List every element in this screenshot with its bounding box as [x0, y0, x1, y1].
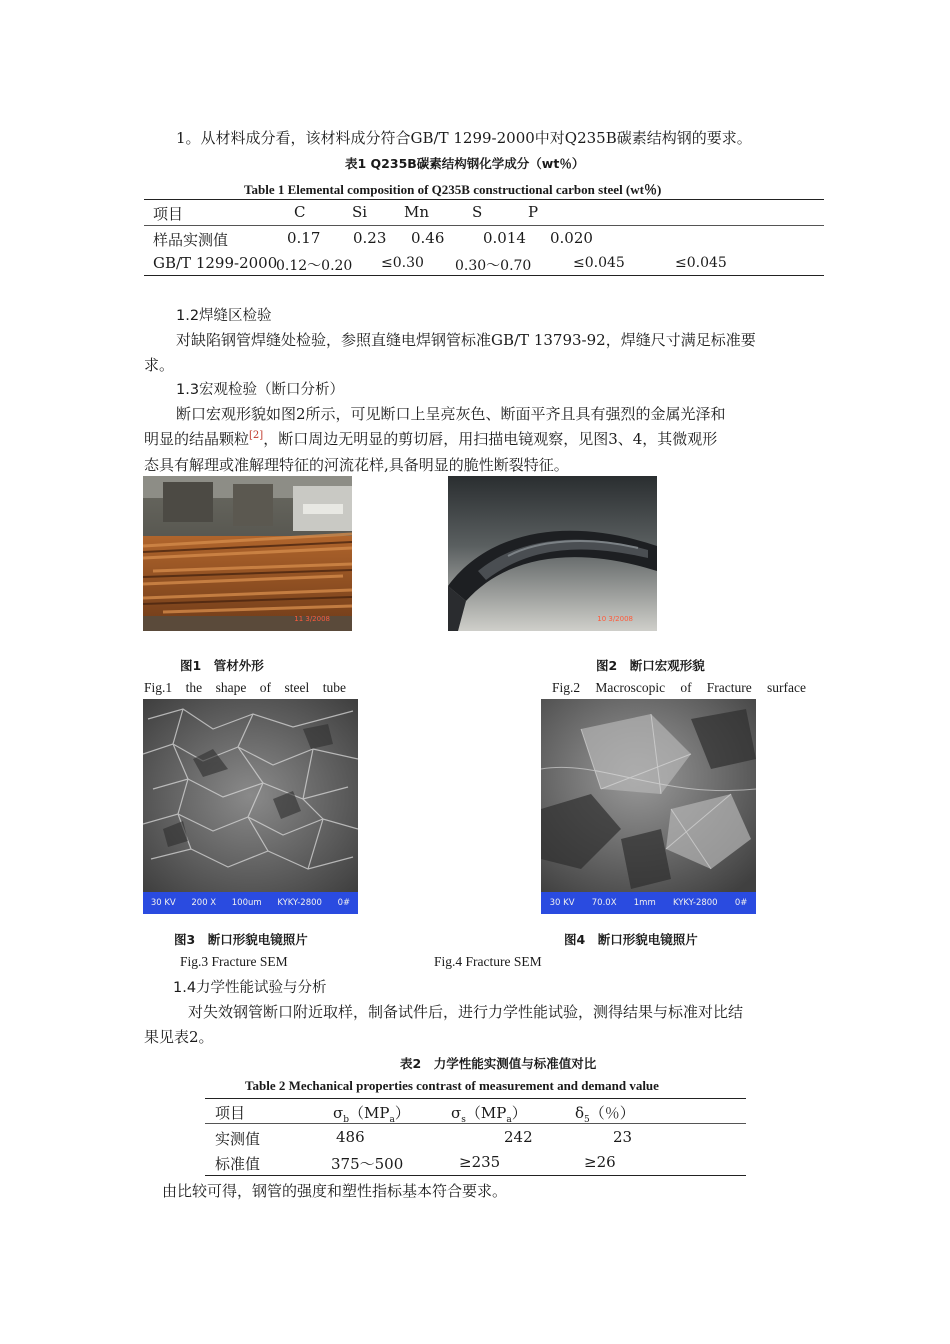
table1-row2-si: ≤0.30	[381, 255, 424, 271]
table1-header-si: Si	[352, 203, 368, 221]
table2-header-item: 项目	[215, 1104, 246, 1122]
table1-row1-si: 0.23	[353, 229, 387, 247]
section-1-3-heading: 1.3宏观检验（断口分析）	[176, 382, 345, 398]
unit: （％）	[589, 1104, 635, 1122]
figure1-caption-en	[144, 680, 346, 696]
sigma-symbol: σ	[333, 1104, 344, 1122]
subscript: b	[343, 1115, 350, 1125]
sem-instrument: KYKY-2800	[672, 898, 718, 908]
table1-top-rule	[144, 199, 824, 200]
table1-header-item: 项目	[153, 205, 184, 223]
section-1-3-line2-end: ，断口周边无明显的剪切唇，用扫描电镜观察，见图3、4，其微观形	[263, 430, 718, 448]
section-1-2-line2: 求。	[144, 356, 175, 374]
unit: ）	[511, 1104, 527, 1122]
subscript: a	[506, 1115, 512, 1125]
fig2-en-word: of	[680, 680, 692, 695]
table1-row2-c: 0.12～0.20	[276, 258, 353, 274]
figure4-caption-en: Fig.4 Fracture SEM	[434, 954, 542, 969]
table1-header-p: P	[528, 203, 539, 221]
table2-title-cn: 表2 力学性能实测值与标准值对比	[400, 1056, 597, 1071]
figure4-caption-cn: 图4 断口形貌电镜照片	[564, 932, 698, 947]
table1-header-s: S	[472, 203, 483, 221]
figure2-date-stamp: 10 3/2008	[597, 615, 633, 623]
table1-title-en: Table 1 Elemental composition of Q235B constructional carbon steel (wt％)	[244, 182, 662, 197]
figure2-caption-cn: 图2 断口宏观形貌	[596, 658, 705, 673]
figure1-caption-cn: 图1 管材外形	[180, 658, 264, 673]
fig2-en-word: Macroscopic	[595, 680, 666, 695]
section-1-3-line1: 断口宏观形貌如图2所示，可见断口上呈亮灰色、断面平齐且具有强烈的金属光泽和	[176, 405, 726, 423]
sem-scale: 1mm	[633, 898, 656, 908]
table2-row2-label: 标准值	[215, 1155, 261, 1173]
table1-row1-p: 0.020	[550, 229, 593, 247]
section-1-3-line2	[144, 426, 717, 455]
unit: （MP	[465, 1104, 507, 1122]
table1-bottom-rule	[144, 275, 824, 276]
subscript: 5	[584, 1115, 590, 1125]
fig1-en-word: shape	[215, 680, 247, 695]
intro-text: 1。从材料成分看，该材料成分符合GB/T 1299-2000中对Q235B碳素结构钢的要求。	[176, 129, 752, 147]
figure3-sem-info-bar	[143, 892, 358, 914]
figure3-caption-en: Fig.3 Fracture SEM	[180, 954, 288, 969]
table2-row1-sigma-s: 242	[504, 1128, 533, 1146]
table2-top-rule	[205, 1098, 746, 1099]
figure4-sem-image	[541, 699, 756, 914]
table1-row2-s: ≤0.045	[573, 255, 625, 271]
section-1-3-line3: 态具有解理或准解理特征的河流花样,具备明显的脆性断裂特征。	[144, 456, 569, 474]
section-1-2-line1: 对缺陷钢管焊缝处检验，参照直缝电焊钢管标准GB/T 13793-92，焊缝尺寸满足标准要	[176, 331, 756, 349]
sem-magnification: 200 X	[191, 898, 217, 908]
fig2-en-word: Fig.2	[552, 680, 581, 695]
table1-row1-label: 样品实测值	[153, 231, 229, 249]
table2-row1-label: 实测值	[215, 1130, 261, 1148]
table2-header-delta	[575, 1102, 635, 1125]
table1-row2-p: ≤0.045	[675, 255, 727, 271]
table1-header-rule	[144, 225, 824, 226]
unit: ）	[394, 1104, 410, 1122]
delta-symbol: δ	[575, 1104, 585, 1122]
conclusion-text: 由比较可得，钢管的强度和塑性指标基本符合要求。	[162, 1182, 508, 1200]
fig1-en-word: steel	[284, 680, 310, 695]
fig1-en-word: of	[259, 680, 272, 695]
figure3-caption-cn: 图3 断口形貌电镜照片	[174, 932, 308, 947]
fig2-en-word: surface	[766, 680, 806, 695]
table1-row2-mn: 0.30～0.70	[455, 258, 532, 274]
table1-header-mn: Mn	[404, 203, 430, 221]
table1-row2-label: GB/T 1299-2000	[153, 254, 278, 272]
sem-instrument: KYKY-2800	[277, 898, 322, 908]
table1-row1-c: 0.17	[287, 229, 321, 247]
subscript: a	[389, 1115, 395, 1125]
sem-magnification: 70.0X	[591, 898, 617, 908]
table2-row1-delta: 23	[613, 1128, 633, 1146]
section-1-3-line2-start: 明显的结晶颗粒	[144, 430, 250, 448]
figure2-fracture-photo	[448, 476, 657, 631]
fig2-en-word: Fracture	[706, 680, 752, 695]
fig1-en-word: the	[185, 680, 203, 695]
sem-voltage: 30 KV	[150, 898, 176, 908]
sem-sample: 0#	[337, 898, 351, 908]
subscript: s	[461, 1115, 466, 1125]
sem-scale: 100um	[231, 898, 262, 908]
section-1-4-line2: 果见表2。	[144, 1028, 214, 1046]
table1-row1-mn: 0.46	[411, 229, 445, 247]
sem-sample: 0#	[734, 898, 748, 908]
table2-row1-sigma-b: 486	[336, 1128, 365, 1146]
unit: （MP	[349, 1104, 390, 1122]
citation-ref: [2]	[249, 430, 264, 441]
sigma-symbol: σ	[451, 1104, 462, 1122]
sem-voltage: 30 KV	[549, 898, 575, 908]
table1-row1-s: 0.014	[483, 229, 526, 247]
fig1-en-word: tube	[322, 680, 346, 695]
table2-header-sigma-b	[333, 1102, 410, 1125]
table1-header-c: C	[294, 203, 306, 221]
figure1-date-stamp: 11 3/2008	[294, 615, 330, 623]
table2-header-sigma-s	[451, 1102, 527, 1125]
fig1-en-word: Fig.1	[144, 680, 173, 695]
section-1-4-line1: 对失效钢管断口附近取样，制备试件后，进行力学性能试验，测得结果与标准对比结	[188, 1003, 744, 1021]
figure1-steel-tubes-photo	[143, 476, 352, 631]
figure2-caption-en	[552, 680, 806, 696]
table2-title-en: Table 2 Mechanical properties contrast of measurement and demand value	[245, 1078, 659, 1093]
table2-row2-delta: ≥26	[584, 1153, 616, 1171]
figure3-sem-image	[143, 699, 358, 914]
figure4-sem-info-bar	[541, 892, 756, 914]
table1-title-cn: 表1 Q235B碳素结构钢化学成分（wt％）	[345, 156, 585, 171]
section-1-2-heading: 1.2焊缝区检验	[176, 308, 272, 324]
table2-row2-sigma-s: ≥235	[459, 1153, 501, 1171]
table2-bottom-rule	[205, 1175, 746, 1176]
table2-row2-sigma-b: 375～500	[331, 1155, 404, 1173]
section-1-4-heading: 1.4力学性能试验与分析	[173, 980, 327, 996]
